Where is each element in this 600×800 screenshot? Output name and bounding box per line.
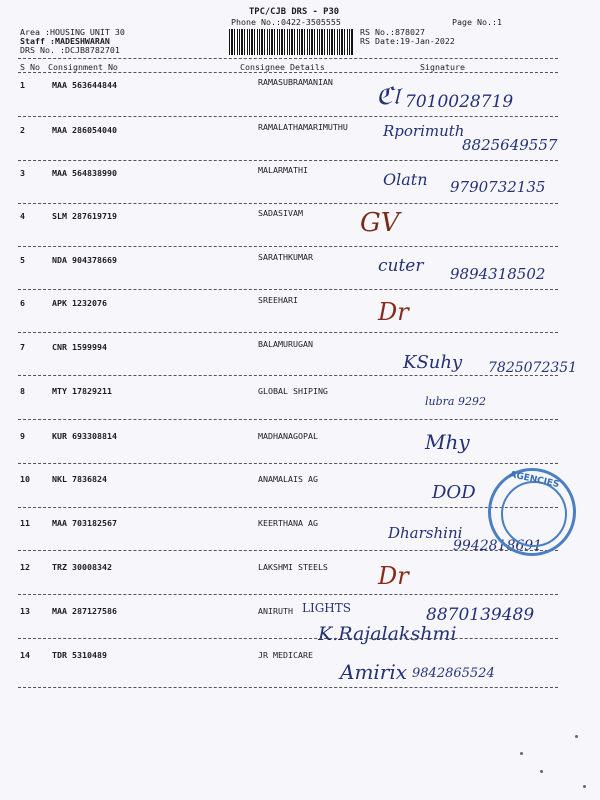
header-divider <box>18 58 558 59</box>
signature-name-handwriting: K.Rajalakshmi <box>318 623 457 645</box>
staff-label: Staff :MADESHWARAN <box>20 36 110 46</box>
row-consignee: RAMASUBRAMANIAN <box>258 77 333 87</box>
row-signature-handwriting: 7010028719 <box>405 92 514 112</box>
row-divider <box>18 160 558 161</box>
row-consignment-no: MTY 17829211 <box>52 386 112 396</box>
row-divider <box>18 463 558 464</box>
signature-scribble: Amirix <box>340 660 408 684</box>
row-sno: 4 <box>20 211 25 221</box>
signature-scribble: Dharshini <box>388 524 463 542</box>
signature-scribble: Dr <box>378 298 409 326</box>
row-sno: 12 <box>20 562 30 572</box>
row-sno: 3 <box>20 168 25 178</box>
row-sno: 1 <box>20 80 25 90</box>
area-label: Area :HOUSING UNIT 30 <box>20 27 125 37</box>
row-consignment-no: TDR 5310489 <box>52 650 107 660</box>
row-divider <box>18 246 558 247</box>
column-header-divider <box>18 72 558 73</box>
column-header-signature: Signature <box>420 62 465 72</box>
row-consignee: LAKSHMI STEELS <box>258 562 328 572</box>
row-consignee-handwritten-suffix: LIGHTS <box>302 601 351 615</box>
row-consignment-no: MAA 286054040 <box>52 125 117 135</box>
barcode <box>229 29 353 55</box>
row-divider <box>18 638 558 639</box>
row-divider <box>18 375 558 376</box>
row-signature-handwriting: 7825072351 <box>488 360 578 376</box>
row-consignment-no: MAA 564838990 <box>52 168 117 178</box>
document-title: TPC/CJB DRS - P30 <box>249 7 340 17</box>
scan-speck <box>540 770 543 773</box>
signature-scribble: Mhy <box>425 430 470 454</box>
row-sno: 14 <box>20 650 30 660</box>
signature-scribble: Dr <box>378 562 409 590</box>
row-signature-handwriting: 9894318502 <box>450 265 546 283</box>
row-consignee: MADHANAGOPAL <box>258 431 318 441</box>
row-consignee: MALARMATHI <box>258 165 308 175</box>
stamp-text: AGENCIES <box>508 469 561 491</box>
page-number: Page No.:1 <box>452 17 502 27</box>
row-consignee: SADASIVAM <box>258 208 303 218</box>
row-consignment-no: KUR 693308814 <box>52 431 117 441</box>
row-consignment-no: NKL 7836824 <box>52 474 107 484</box>
row-sno: 8 <box>20 386 25 396</box>
signature-scribble: lubra 9292 <box>425 395 486 408</box>
row-sno: 7 <box>20 342 25 352</box>
signature-scribble: ℭ𝔩 <box>376 82 400 110</box>
row-consignment-no: MAA 703182567 <box>52 518 117 528</box>
row-consignment-no: MAA 287127586 <box>52 606 117 616</box>
scan-speck <box>520 752 523 755</box>
row-consignee: GLOBAL SHIPING <box>258 386 328 396</box>
row-consignee: SARATHKUMAR <box>258 252 313 262</box>
signature-scribble: GV <box>360 208 400 238</box>
row-sno: 13 <box>20 606 30 616</box>
row-divider <box>18 419 558 420</box>
row-sno: 6 <box>20 298 25 308</box>
row-divider <box>18 594 558 595</box>
row-divider <box>18 203 558 204</box>
row-signature-handwriting: 8825649557 <box>462 136 558 154</box>
rs-date: RS Date:19-Jan-2022 <box>360 36 455 46</box>
row-sno: 10 <box>20 474 30 484</box>
row-signature-handwriting: 9942818691 <box>453 538 543 554</box>
row-divider <box>18 550 558 551</box>
row-divider <box>18 116 558 117</box>
drs-number: DRS No. :DCJB8782701 <box>20 45 120 55</box>
row-consignee: ANIRUTH <box>258 606 293 616</box>
row-divider <box>18 507 558 508</box>
row-consignee: BALAMURUGAN <box>258 339 313 349</box>
signature-scribble: Rporimuth <box>383 122 465 140</box>
row-consignee: ANAMALAIS AG <box>258 474 318 484</box>
row-consignee: RAMALATHAMARIMUTHU <box>258 122 348 132</box>
scan-speck <box>583 785 586 788</box>
signature-scribble: Olatn <box>383 170 428 189</box>
row-consignment-no: NDA 904378669 <box>52 255 117 265</box>
row-signature-handwriting: 9842865524 <box>412 666 495 681</box>
row-divider <box>18 687 558 688</box>
row-consignee: KEERTHANA AG <box>258 518 318 528</box>
signature-scribble: KSuhy <box>403 352 463 373</box>
row-consignment-no: CNR 1599994 <box>52 342 107 352</box>
row-sno: 2 <box>20 125 25 135</box>
row-sno: 11 <box>20 518 30 528</box>
signature-scribble: DOD <box>432 482 476 503</box>
row-consignee: JR MEDICARE <box>258 650 313 660</box>
column-header-sno: S No <box>20 62 40 72</box>
row-sno: 9 <box>20 431 25 441</box>
row-sno: 5 <box>20 255 25 265</box>
signature-scribble: cuter <box>378 256 424 276</box>
scan-speck <box>575 735 578 738</box>
rs-number: RS No.:878027 <box>360 27 425 37</box>
row-divider <box>18 289 558 290</box>
phone-number: Phone No.:0422-3505555 <box>231 17 341 27</box>
row-consignment-no: SLM 287619719 <box>52 211 117 221</box>
row-consignee: SREEHARI <box>258 295 298 305</box>
stamp-inner-ring <box>501 481 567 547</box>
row-signature-handwriting: 8870139489 <box>426 605 535 625</box>
row-consignment-no: APK 1232076 <box>52 298 107 308</box>
row-consignment-no: TRZ 30008342 <box>52 562 112 572</box>
row-divider <box>18 332 558 333</box>
column-header-consignee: Consignee Details <box>240 62 325 72</box>
row-consignment-no: MAA 563644844 <box>52 80 117 90</box>
column-header-consignment: Consignment No <box>48 62 118 72</box>
row-signature-handwriting: 9790732135 <box>450 178 546 196</box>
agency-stamp <box>488 468 576 556</box>
